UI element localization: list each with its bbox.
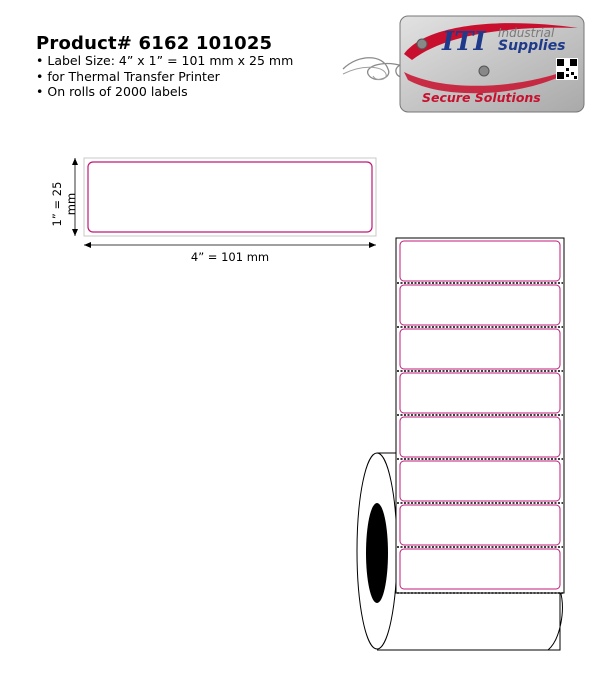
logo-brand: ITI <box>442 27 486 57</box>
logo-tagline: Secure Solutions <box>422 90 541 105</box>
width-label: 4” = 101 mm <box>190 250 270 264</box>
roll-label <box>400 329 560 369</box>
roll-label <box>400 285 560 325</box>
single-label <box>84 158 376 236</box>
roll-label <box>400 505 560 545</box>
logo-word-supplies: Supplies <box>498 38 566 54</box>
product-title: Product# 6162 101025 <box>36 33 273 54</box>
roll-label <box>400 373 560 413</box>
spec-item-size: • Label Size: 4” x 1” = 101 mm x 25 mm <box>36 53 293 69</box>
roll-label <box>400 241 560 281</box>
spec-item-roll: • On rolls of 2000 labels <box>36 84 293 100</box>
roll-label <box>400 549 560 589</box>
logo-word-industrial: Industrial <box>498 26 555 40</box>
roll-label <box>400 461 560 501</box>
height-label: 1” = 25 mm <box>50 181 78 227</box>
roll-label <box>400 417 560 457</box>
roll-labels <box>397 241 563 593</box>
width-dimension-arrow <box>84 242 376 248</box>
spec-item-printer: • for Thermal Transfer Printer <box>36 69 293 85</box>
